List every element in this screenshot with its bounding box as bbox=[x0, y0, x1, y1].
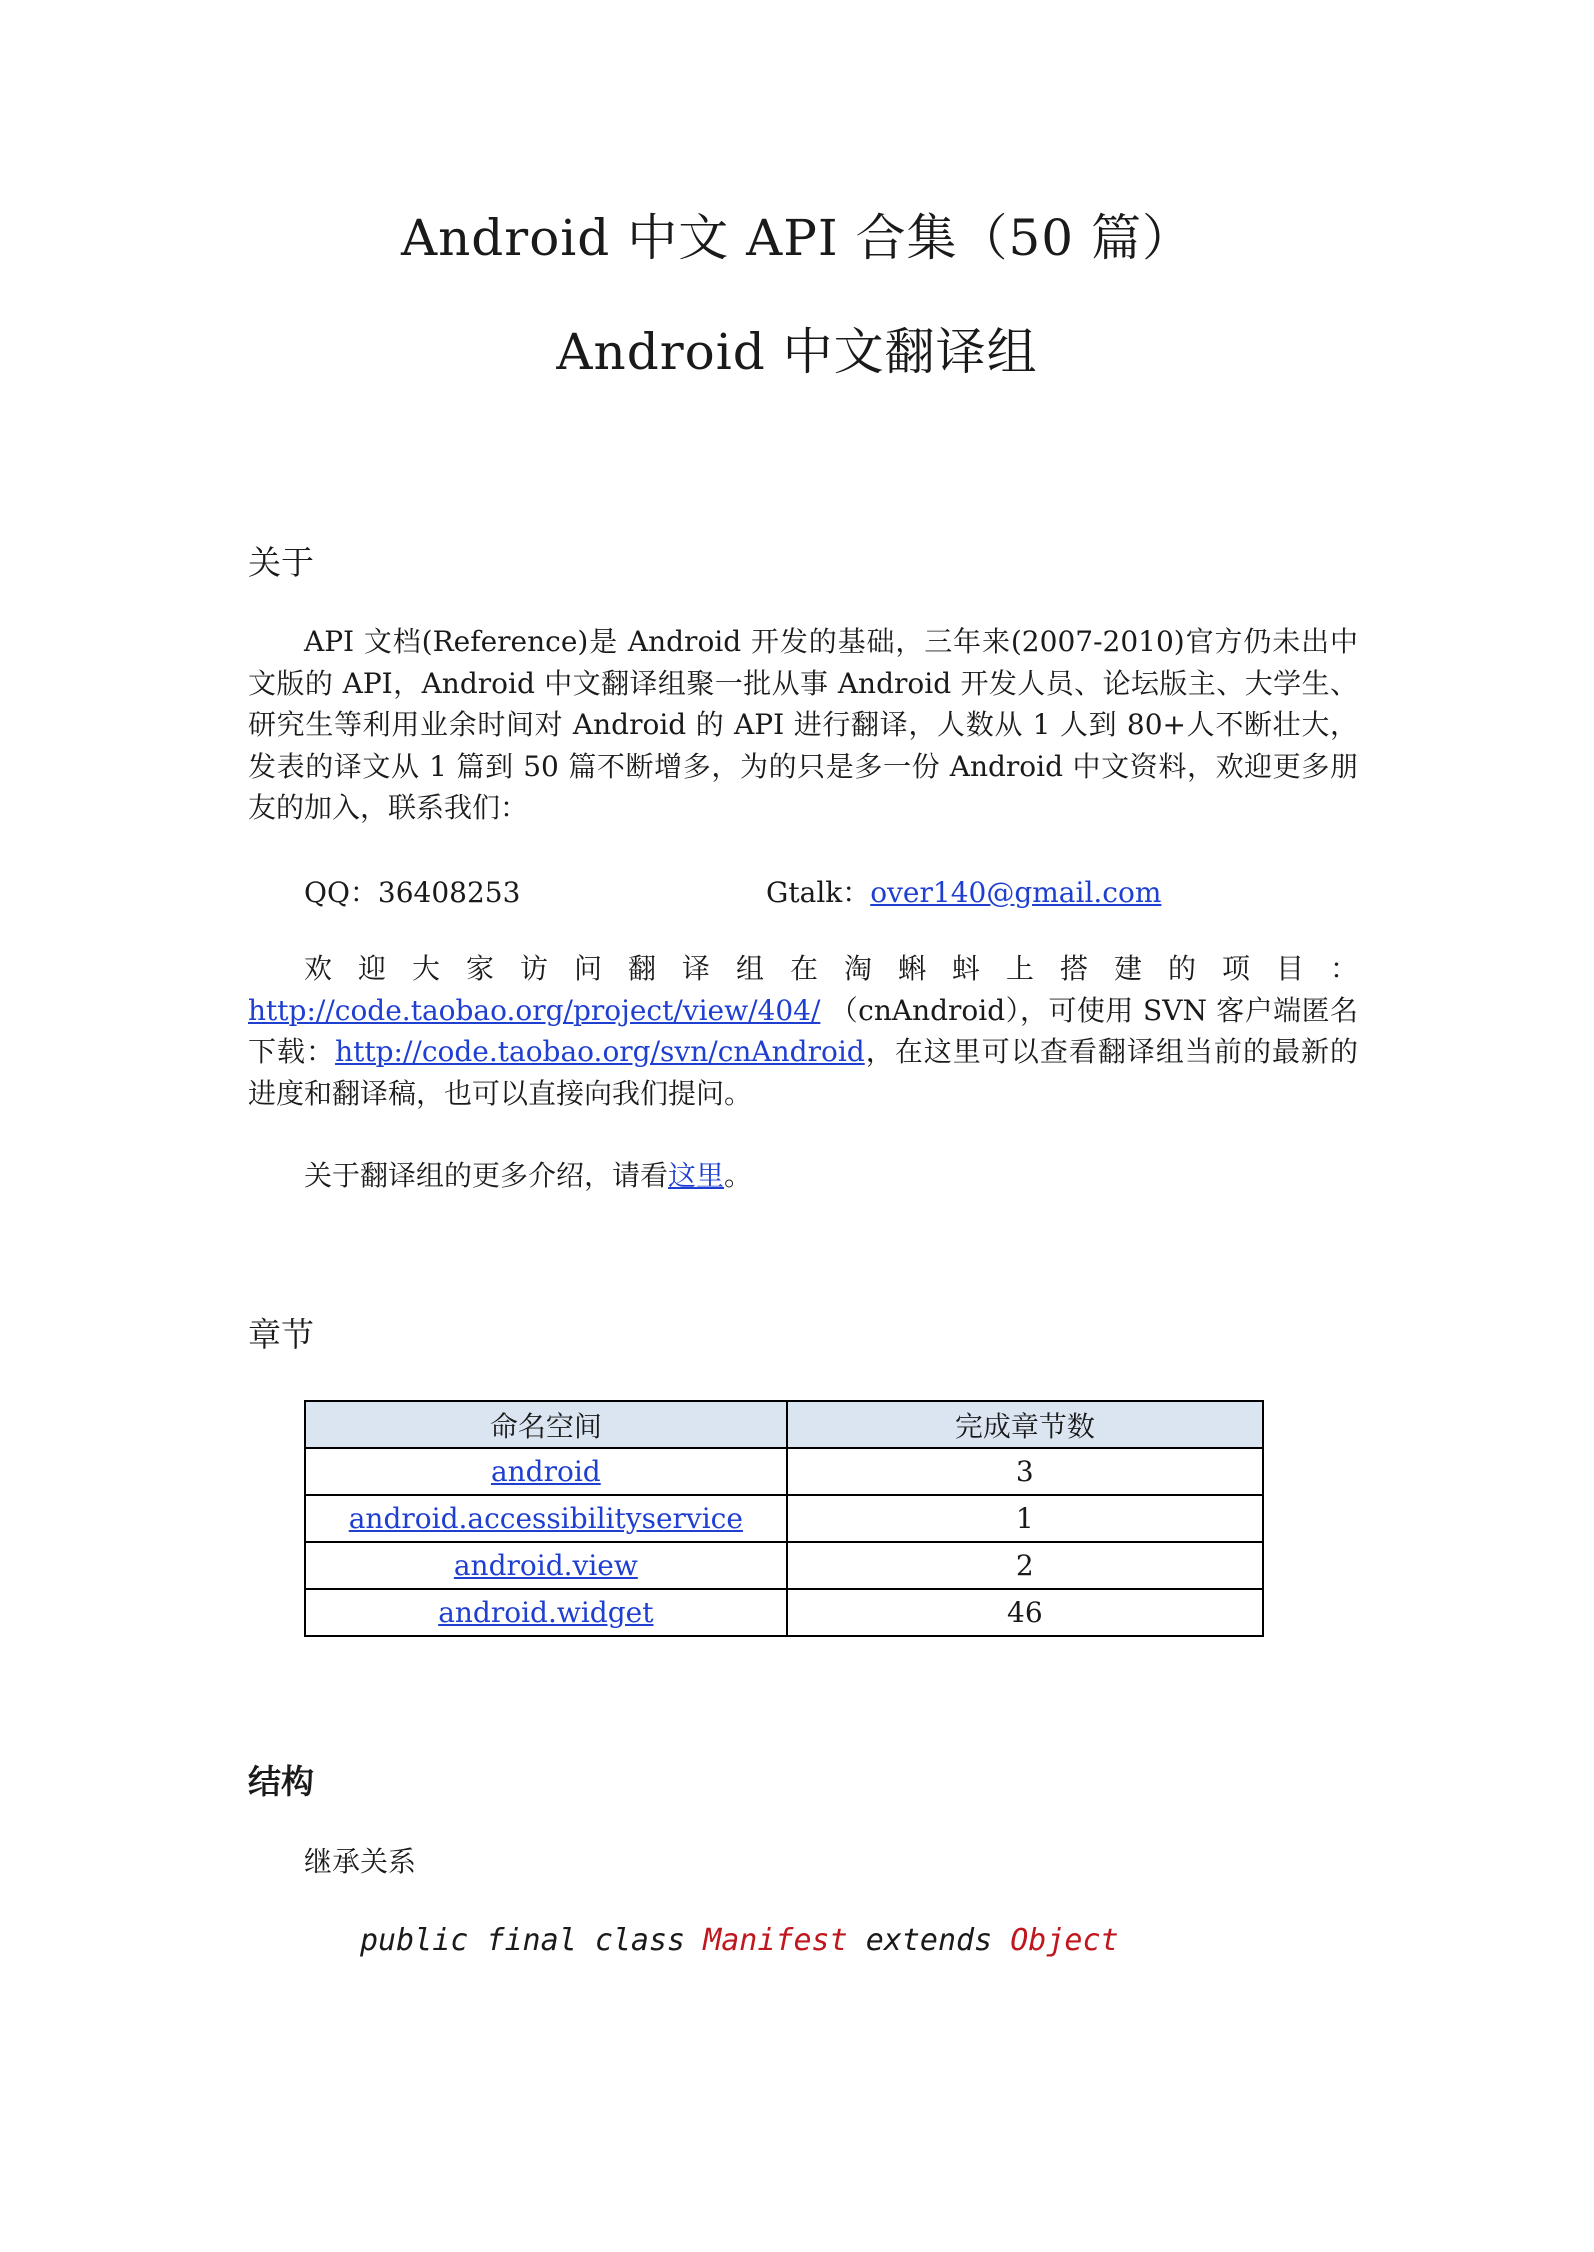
namespace-cell bbox=[305, 1589, 787, 1636]
gtalk-contact bbox=[766, 873, 1161, 913]
table-row bbox=[305, 1495, 1263, 1542]
keyword-final: final bbox=[486, 1923, 577, 1958]
namespace-cell bbox=[305, 1542, 787, 1589]
project-suffix: ，在这里可以查看翻译组当前的最新的进度和翻译稿，也可以直接向我们提问。 bbox=[248, 1035, 1358, 1110]
structure-heading: 结构 bbox=[248, 1762, 314, 1801]
more-suffix: 。 bbox=[724, 1159, 753, 1192]
gtalk-email-link[interactable]: over140@gmail.com bbox=[870, 876, 1162, 909]
namespace-link-android[interactable]: android bbox=[490, 1455, 601, 1488]
project-paragraph bbox=[248, 948, 1358, 1114]
namespace-link-widget[interactable]: android.widget bbox=[438, 1596, 654, 1629]
svn-url-link[interactable]: http://code.taobao.org/svn/cnAndroid bbox=[335, 1035, 865, 1068]
keyword-extends: extends bbox=[865, 1923, 993, 1958]
table-row bbox=[305, 1448, 1263, 1495]
project-prefix: 欢迎大家访问翻译组在淘蝌蚪上搭建的项目： bbox=[304, 952, 1358, 985]
table-row bbox=[305, 1542, 1263, 1589]
count-cell: 2 bbox=[787, 1542, 1263, 1589]
document-subtitle: Android 中文翻译组 bbox=[556, 323, 1038, 381]
column-header-namespace: 命名空间 bbox=[305, 1401, 787, 1448]
column-header-count: 完成章节数 bbox=[787, 1401, 1263, 1448]
count-cell: 3 bbox=[787, 1448, 1263, 1495]
project-mid: （cnAndroid），可使用 SVN 客户端匿名下载： bbox=[248, 993, 1358, 1068]
about-heading: 关于 bbox=[248, 543, 314, 582]
inheritance-label: 继承关系 bbox=[304, 1845, 417, 1878]
namespace-link-accessibilityservice[interactable]: android.accessibilityservice bbox=[348, 1502, 743, 1535]
count-cell: 1 bbox=[787, 1495, 1263, 1542]
table-header-row bbox=[305, 1401, 1263, 1448]
gtalk-label: Gtalk： bbox=[766, 876, 871, 909]
keyword-public: public bbox=[360, 1923, 469, 1958]
namespace-cell bbox=[305, 1448, 787, 1495]
more-info-paragraph bbox=[248, 1155, 1358, 1197]
class-name: Manifest bbox=[703, 1923, 848, 1958]
namespace-cell bbox=[305, 1495, 787, 1542]
chapters-table bbox=[304, 1400, 1264, 1637]
about-intro-paragraph: API 文档(Reference)是 Android 开发的基础，三年来(2007-2010)官方仍未出中文版的 API，Android 中文翻译组聚一批从事 Android 开发人员、论坛版主、大学生、研究生等利用业余时间对 Android 的 API 进行翻译，人数从 1 人到 80+人不断壮大，发表的译文从 1 篇到 50 篇不断增多，为的只是多一份 Android 中文资料，欢迎更多朋友的加入，联系我们： bbox=[248, 625, 1358, 824]
namespace-link-view[interactable]: android.view bbox=[453, 1549, 638, 1582]
parent-class-name: Object bbox=[1010, 1923, 1119, 1958]
qq-contact: QQ：36408253 bbox=[304, 876, 521, 909]
more-prefix: 关于翻译组的更多介绍，请看 bbox=[304, 1159, 669, 1192]
document-title: Android 中文 API 合集（50 篇） bbox=[400, 209, 1194, 267]
keyword-class: class bbox=[594, 1923, 686, 1958]
count-cell: 46 bbox=[787, 1589, 1263, 1636]
more-info-link[interactable]: 这里 bbox=[668, 1159, 725, 1192]
class-declaration bbox=[360, 1923, 1119, 1958]
chapters-heading: 章节 bbox=[248, 1315, 314, 1354]
table-row bbox=[305, 1589, 1263, 1636]
project-url-link[interactable]: http://code.taobao.org/project/view/404/ bbox=[248, 993, 821, 1027]
